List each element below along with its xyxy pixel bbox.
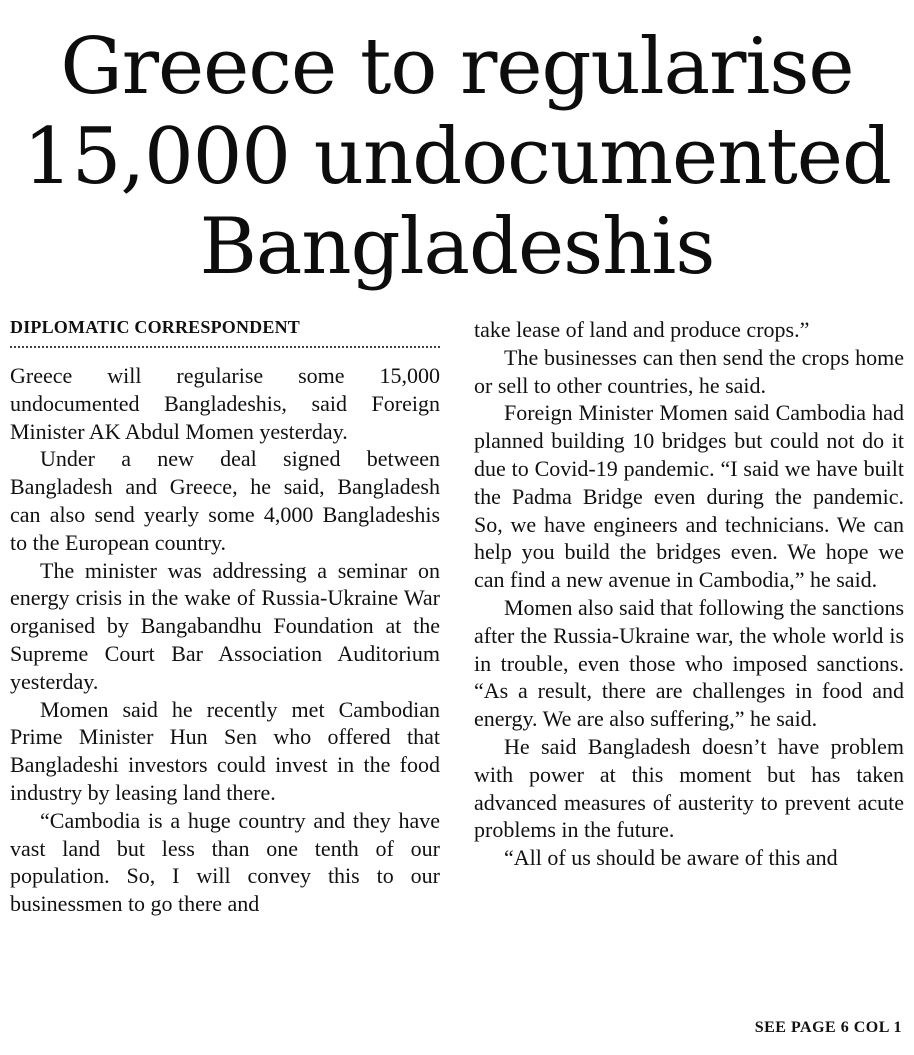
headline: [0, 22, 914, 292]
paragraph: “Cambodia is a huge country and they have vast land but less than one tenth of our population. So, I will convey this to our businessmen to go there and: [10, 807, 440, 917]
paragraph: He said Bangladesh doesn’t have problem with power at this moment but has taken advanced measures of austerity to prevent acute problems in the future.: [474, 733, 904, 843]
continuation-jump: SEE PAGE 6 COL 1: [754, 1019, 902, 1036]
paragraph: The businesses can then send the crops home or sell to other countries, he said.: [474, 344, 904, 398]
paragraph: Momen also said that following the sanctions after the Russia-Ukraine war, the whole world is in trouble, even those who imposed sanctions. “As a result, there are challenges in food and energy. We are also suffering,” he said.: [474, 594, 904, 732]
paragraph: take lease of land and produce crops.”: [474, 317, 810, 342]
paragraph: “All of us should be aware of this and: [504, 845, 838, 871]
paragraph: Foreign Minister Momen said Cambodia had planned building 10 bridges but could not do it due to Covid-19 pandemic. “I said we have built the Padma Bridge even during the pandemic. So, we have engineers and technicians. We can help you build the bridges even. We hope we can find a new avenue in Cambodia,” he said.: [474, 400, 904, 593]
byline: DIPLOMATIC CORRESPONDENT: [10, 314, 440, 348]
headline-line-1: Greece to regularise: [60, 22, 854, 112]
headline-line-3: Bangladeshis: [199, 202, 715, 292]
paragraph: Greece will regularise some 15,000 undocumented Bangladeshis, said Foreign Minister AK Abdul Momen yesterday.: [10, 363, 440, 444]
article-column-right: [474, 316, 904, 872]
paragraph: Momen said he recently met Cambodian Prime Minister Hun Sen who offered that Bangladeshi investors could invest in the food industry by leasing land there.: [10, 696, 440, 805]
paragraph: The minister was addressing a seminar on energy crisis in the wake of Russia-Ukraine War organised by Bangabandhu Foundation at the Supreme Court Bar Association Auditorium yesterday.: [10, 557, 440, 694]
headline-line-2: 15,000 undocumented: [23, 112, 891, 202]
paragraph: Under a new deal signed between Bangladesh and Greece, he said, Bangladesh can also send yearly some 4,000 Bangladeshis to the European country.: [10, 446, 440, 555]
article-column-left: [10, 314, 440, 918]
